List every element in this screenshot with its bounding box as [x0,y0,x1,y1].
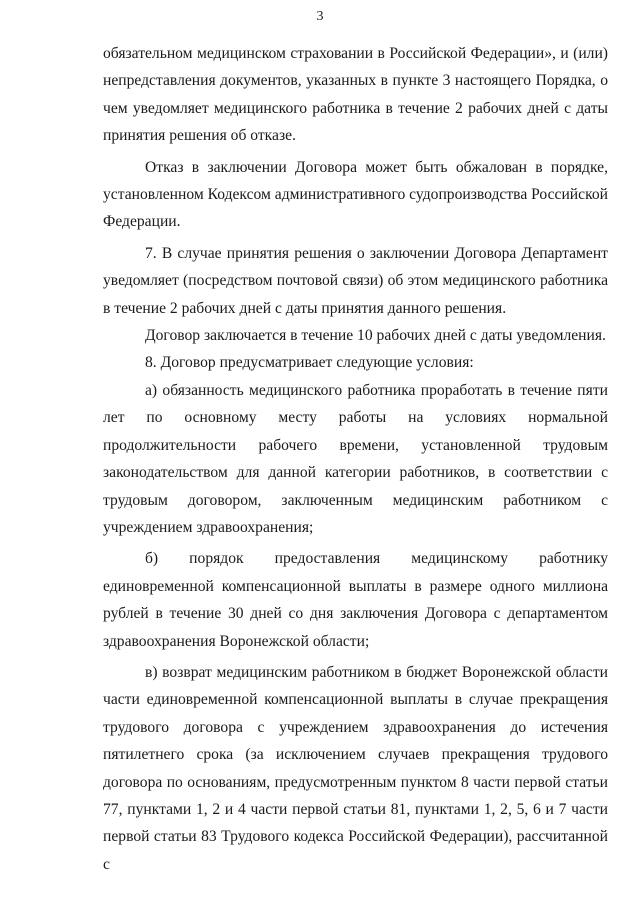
paragraph-item-8c: в) возврат медицинским работником в бюджет Воронежской области части единовременной компенсационной выплаты в случае прекращения трудового договора с учреждением здравоохранения до истечения пятилетнего срока (за исключением случаев прекращения трудового договора по основаниям, предусмотренным пунктом 8 части первой статьи 77, пунктами 1, 2 и 4 части первой статьи 81, пунктами 1, 2, 5, 6 и 7 части первой статьи 83 Трудового кодекса Российской Федерации), рассчитанной с [103,663,608,873]
paragraph-item-8a: а) обязанность медицинского работника проработать в течение пяти лет по основному месту работы на условиях нормальной продолжительности рабочего времени, установленной трудовым законодательством для данной категории работников, в соответствии с трудовым договором, заключенным медицинским работником с учреждением здравоохранения; [103,381,608,536]
page-number: 3 [316,9,324,24]
paragraph-item-8b: б) порядок предоставления медицинскому работнику единовременной компенсационной выплаты в размере одного миллиона рублей в течение 30 дней со дня заключения Договора с департаментом здравоохранения Воронежской области; [103,550,608,650]
paragraph-continuation: обязательном медицинском страховании в Российской Федерации», и (или) непредставления документов, указанных в пункте 3 настоящего Порядка, о чем уведомляет медицинского работника в течение 2 рабочих дней с даты принятия решения об отказе. [103,45,608,145]
paragraph-contract-term: Договор заключается в течение 10 рабочих дней с даты уведомления. [145,327,606,345]
paragraph-item-7: 7. В случае принятия решения о заключении Договора Департамент уведомляет (посредством почтовой связи) об этом медицинского работника в течение 2 рабочих дней с даты принятия данного решения. [103,244,608,317]
paragraph-appeal: Отказ в заключении Договора может быть обжалован в порядке, установленном Кодексом административного судопроизводства Российской Федерации. [103,158,608,231]
document-body [103,40,608,878]
paragraph-item-8: 8. Договор предусматривает следующие условия: [145,354,474,372]
